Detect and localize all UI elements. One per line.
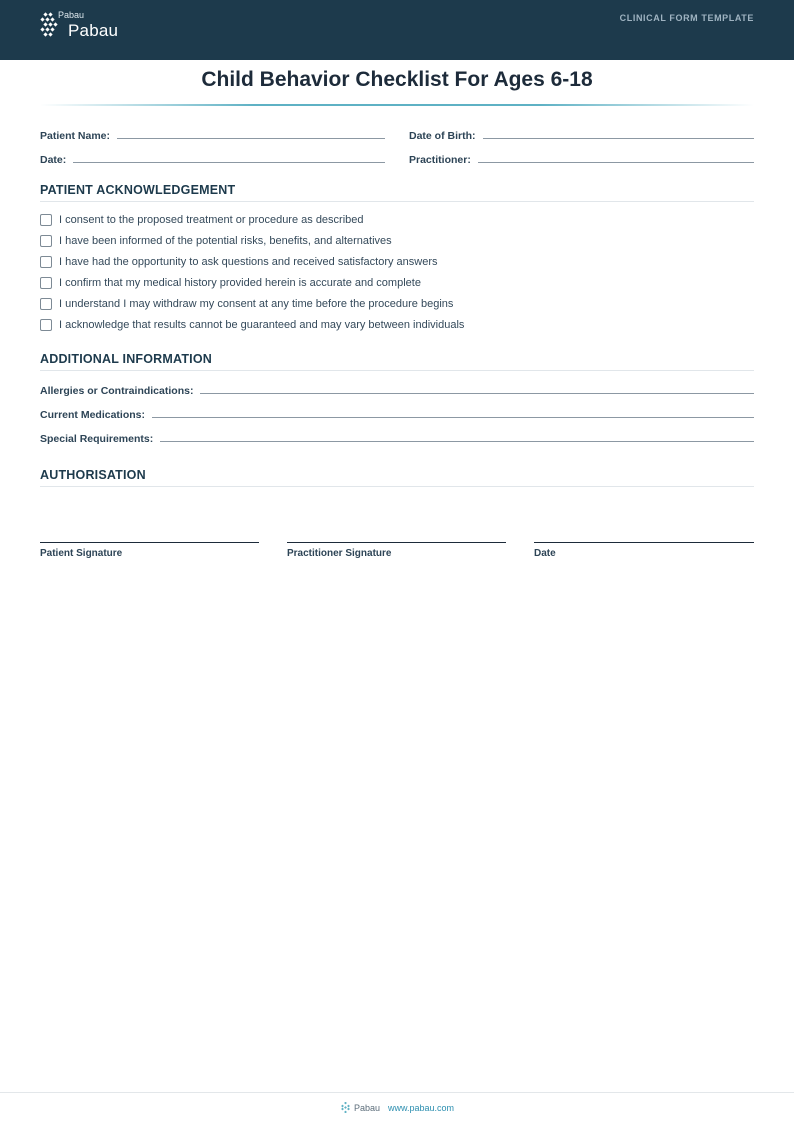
patient-name-field[interactable] xyxy=(40,126,385,142)
practitioner-signature-line[interactable] xyxy=(287,542,506,543)
form-template-tag: CLINICAL FORM TEMPLATE xyxy=(619,13,754,23)
patient-signature-block[interactable] xyxy=(40,542,259,559)
practitioner-field[interactable] xyxy=(409,150,754,166)
acknowledgement-heading: PATIENT ACKNOWLEDGEMENT xyxy=(40,183,754,202)
patient-signature-label: Patient Signature xyxy=(40,548,123,559)
pabau-logo xyxy=(40,10,119,40)
allergies-field[interactable] xyxy=(40,381,754,397)
date-label: Date: xyxy=(40,154,67,166)
acknowledgement-text: I have been informed of the potential risks, benefits, and alternatives xyxy=(59,235,392,247)
acknowledgement-text: I consent to the proposed treatment or procedure as described xyxy=(59,214,364,226)
practitioner-signature-block[interactable] xyxy=(287,542,506,559)
signature-date-label: Date xyxy=(534,548,556,559)
special-requirements-line[interactable] xyxy=(160,441,754,442)
checkbox[interactable] xyxy=(40,214,52,226)
acknowledgement-item[interactable] xyxy=(40,297,453,311)
acknowledgement-item[interactable] xyxy=(40,255,438,269)
acknowledgement-item[interactable] xyxy=(40,276,421,290)
date-field[interactable] xyxy=(40,150,385,166)
acknowledgement-text: I understand I may withdraw my consent at any time before the procedure begins xyxy=(59,298,454,310)
authorisation-heading: AUTHORISATION xyxy=(40,468,754,487)
page-title: Child Behavior Checklist For Ages 6-18 xyxy=(201,68,593,91)
date-of-birth-line[interactable] xyxy=(483,138,755,139)
acknowledgement-item[interactable] xyxy=(40,318,464,332)
medications-line[interactable] xyxy=(152,417,754,418)
checkbox[interactable] xyxy=(40,235,52,247)
special-requirements-label: Special Requirements: xyxy=(40,433,154,445)
date-of-birth-field[interactable] xyxy=(409,126,754,142)
date-of-birth-label: Date of Birth: xyxy=(409,130,476,142)
pabau-footer-icon xyxy=(340,1102,351,1113)
date-line[interactable] xyxy=(73,162,385,163)
checkbox[interactable] xyxy=(40,256,52,268)
additional-info-heading: ADDITIONAL INFORMATION xyxy=(40,352,754,371)
footer xyxy=(0,1102,794,1113)
patient-signature-line[interactable] xyxy=(40,542,259,543)
allergies-label: Allergies or Contraindications: xyxy=(40,385,194,397)
patient-name-label: Patient Name: xyxy=(40,130,111,142)
practitioner-line[interactable] xyxy=(478,162,754,163)
logo-small-text: Pabau xyxy=(58,10,85,20)
footer-website-link[interactable]: www.pabau.com xyxy=(387,1102,455,1113)
acknowledgement-item[interactable] xyxy=(40,234,392,248)
practitioner-label: Practitioner: xyxy=(409,154,471,166)
signature-date-line[interactable] xyxy=(534,542,754,543)
acknowledgement-text: I acknowledge that results cannot be guaranteed and may vary between individuals xyxy=(59,319,465,331)
special-requirements-field[interactable] xyxy=(40,429,754,445)
allergies-line[interactable] xyxy=(200,393,754,394)
patient-name-line[interactable] xyxy=(117,138,385,139)
header-bar xyxy=(0,0,794,60)
signature-date-block[interactable] xyxy=(534,542,754,559)
checkbox[interactable] xyxy=(40,319,52,331)
checkbox[interactable] xyxy=(40,298,52,310)
logo-wordmark: Pabau xyxy=(68,21,119,40)
checkbox[interactable] xyxy=(40,277,52,289)
acknowledgement-text: I have had the opportunity to ask questions and received satisfactory answers xyxy=(59,256,438,268)
title-divider xyxy=(40,104,754,106)
acknowledgement-item[interactable] xyxy=(40,213,364,227)
medications-field[interactable] xyxy=(40,405,754,421)
acknowledgement-text: I confirm that my medical history provided herein is accurate and complete xyxy=(59,277,421,289)
footer-divider xyxy=(0,1092,794,1093)
footer-brand: Pabau xyxy=(353,1102,380,1113)
medications-label: Current Medications: xyxy=(40,409,146,421)
practitioner-signature-label: Practitioner Signature xyxy=(287,548,392,559)
